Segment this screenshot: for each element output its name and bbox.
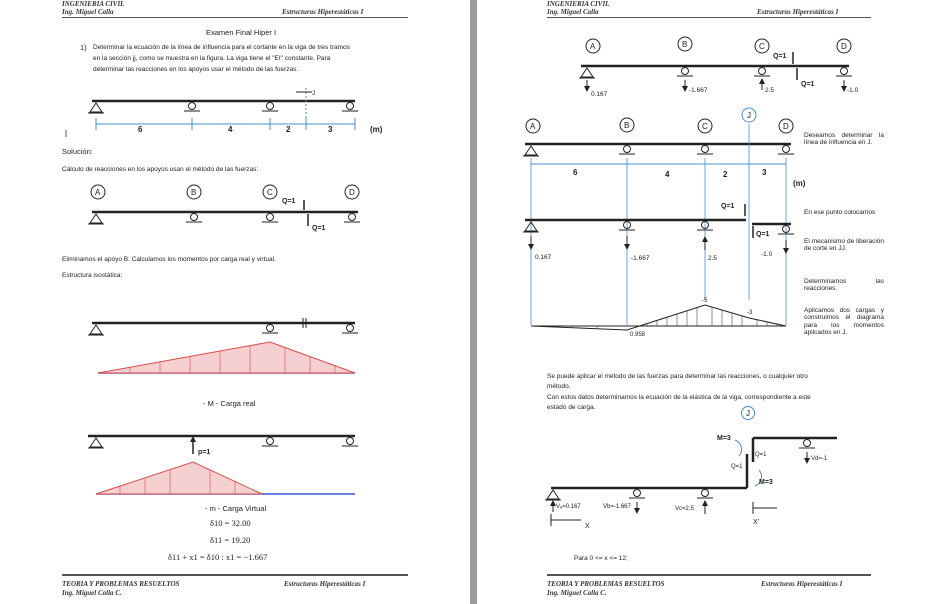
reaction-value: -1.0 [847, 87, 859, 94]
beam2-diagram [88, 185, 360, 232]
reaction-value: 0.167 [535, 254, 552, 261]
reaction-label: Vd=-1 [811, 456, 828, 462]
support-label: A [590, 42, 596, 51]
side-note: Determinamos las reacciones. [804, 278, 884, 293]
moment-label: M=3 [759, 479, 773, 486]
doc-title: Examen Final Hiper I [206, 28, 277, 37]
iso-text: Estructura isostática: [62, 272, 123, 279]
real-moment-diagram [98, 342, 355, 373]
reaction-label: Vb=-1.667 [603, 504, 631, 510]
support-pin-a [88, 103, 104, 113]
reaction-value: -1.667 [631, 255, 650, 262]
q-label: Q=1 [721, 203, 735, 210]
reaction-value: 2.5 [765, 87, 775, 94]
support-roller-c [262, 103, 278, 112]
j-label: J [747, 111, 751, 120]
side-note: En ese punto colocamos [804, 209, 876, 216]
unit-label: (m) [793, 179, 806, 188]
footer-line1: TEORIA Y PROBLEMAS RESUELTOS [547, 580, 665, 588]
support-label: B [624, 121, 630, 130]
para2-line2: estado de carga. [547, 404, 596, 411]
x-axis-label: X' [753, 519, 760, 526]
mid-beam-diagram [523, 108, 806, 338]
dim-label: 6 [138, 125, 143, 134]
isostatic-beam [88, 318, 358, 335]
q-label: Q=1 [312, 225, 326, 232]
support-label: C [702, 122, 708, 131]
left-page [0, 0, 470, 604]
footer-rule [62, 574, 408, 576]
support-label: D [349, 188, 355, 197]
q-label: Q=1 [731, 464, 743, 470]
support-label: A [530, 122, 536, 131]
real-caption: - M - Carga real [203, 399, 256, 408]
header-line2: Ing. Miguel Calla [62, 8, 114, 16]
footer-line2: Ing. Miguel Calla C. [62, 589, 122, 597]
dim-label: 3 [762, 168, 767, 177]
reaction-value: -1.0 [761, 251, 773, 258]
dim-label: 4 [665, 170, 670, 179]
q-label: Q=1 [756, 231, 770, 238]
support-label: A [95, 188, 101, 197]
header-title: Estructuras Hiperestáticas I [282, 8, 364, 16]
support-label: D [841, 42, 847, 51]
footer-rule [547, 574, 871, 576]
range-text: Para 0 <= x <= 12; [574, 555, 628, 562]
reaction-value: -1.667 [689, 87, 708, 94]
moment-label: M=3 [717, 435, 731, 442]
support-label: B [682, 40, 688, 49]
unit-label: (m) [370, 125, 383, 134]
support-label: D [783, 122, 789, 131]
eq-x1: δ11 + x1 = δ10 : x1 = −1.667 [168, 552, 268, 562]
j-label: J [746, 409, 750, 418]
reaction-value: 2.5 [708, 255, 718, 262]
side-note: Deseamos determinar la línea de influencia en J. [804, 132, 884, 147]
solucion-label: Solución: [62, 147, 93, 156]
dim-label: 6 [573, 168, 578, 177]
header-line1: INGENIERIA CIVIL [547, 0, 610, 8]
right-diagrams [477, 0, 947, 604]
footer-title: Estructuras Hiperestáticas I [284, 580, 366, 588]
eq-delta10: δ10 = 32.00 [210, 518, 251, 528]
eq-delta11: δ11 = 19.20 [210, 535, 251, 545]
dim-label: 4 [228, 125, 233, 134]
footer-title: Estructuras Hiperestáticas I [761, 580, 843, 588]
reaction-label: Vₐ=0.167 [556, 504, 581, 510]
beam1-diagram [66, 88, 383, 137]
elim-text: Eliminamos el apoyo B: Calculamos los momentos por carga real y virtual. [62, 256, 276, 263]
problem-line2: en la sección jj, como se muestra en la figura. La viga tiene el "EI" constante. Para [93, 55, 331, 62]
x-axis-label: X [585, 523, 590, 530]
reaction-value: 0.167 [591, 91, 608, 98]
reaction-label: Vc=2.5 [675, 506, 694, 512]
problem-number: 1) [80, 43, 87, 52]
virtual-moment-diagram [96, 462, 355, 494]
support-label: C [759, 42, 765, 51]
top-beam-diagram [579, 37, 859, 98]
dim-label: 3 [328, 125, 333, 134]
header-title: Estructuras Hiperestáticas I [757, 8, 839, 16]
support-label: B [191, 188, 197, 197]
virtual-beam [88, 436, 358, 456]
support-label: C [267, 188, 273, 197]
para2-line1: Con estos datos determinamos la ecuación de la elástica de la viga, correspondiente a este [547, 394, 811, 401]
q-label: Q=1 [282, 198, 296, 205]
p-label: p=1 [198, 449, 211, 456]
support-roller-b [184, 103, 200, 112]
para1-line1: Se puede aplicar el método de las fuerzas para determinar las reacciones, o cualquier otro [547, 373, 808, 380]
right-page [477, 0, 947, 604]
q-label: Q=1 [773, 53, 787, 60]
dim-label: 2 [286, 125, 291, 134]
footer-line2: Ing. Miguel Calla C. [547, 589, 607, 597]
problem-line1: Determinar la ecuación de la línea de influencia para el cortante en la viga de tres tramos [93, 44, 350, 51]
virtual-caption: - m - Carga Virtual [205, 504, 267, 513]
q-label: Q=1 [755, 452, 767, 458]
support-roller-d [342, 103, 358, 112]
dim-label: 2 [723, 170, 728, 179]
moment-value: -5 [702, 298, 708, 304]
bottom-frame-diagram [545, 407, 837, 531]
footer-line1: TEORIA Y PROBLEMAS RESUELTOS [62, 580, 180, 588]
moment-value: -3 [747, 310, 753, 316]
q-label: Q=1 [801, 81, 815, 88]
para1-line2: método. [547, 383, 571, 390]
header-line2: Ing. Miguel Calla [547, 8, 599, 16]
header-line1: INGENIERIA CIVIL [62, 0, 125, 8]
problem-line3: determinar las reacciones en los apoyos usar el método de las fuerzas. [93, 66, 299, 73]
j-label: J [312, 91, 315, 97]
calc-text: Cálculo de reacciones en los apoyos usan el método de las fuerzas: [62, 166, 259, 173]
side-note: Aplicamos dos cargas y construimos el diagrama para los momentos aplicados en J. [804, 307, 884, 337]
side-note: El mecanismo de liberación de corte en JJ. [804, 238, 884, 253]
moment-value: 0.958 [630, 332, 646, 338]
